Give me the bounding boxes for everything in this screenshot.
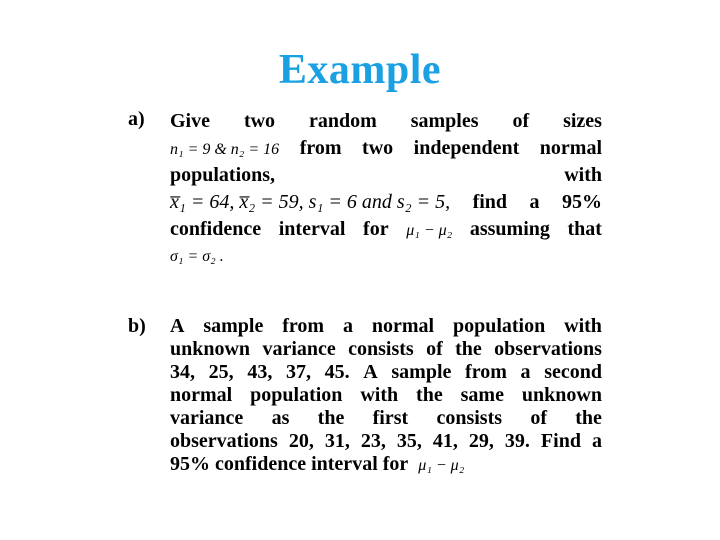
slide-title: Example <box>278 47 442 93</box>
text-word: find <box>472 191 508 213</box>
text-word: normal <box>371 315 435 337</box>
text-word: from <box>299 137 342 159</box>
text-word: unknown <box>170 338 251 360</box>
text-word: sample <box>203 315 264 337</box>
text-word: as <box>271 407 290 429</box>
mean-difference-formula-b: μ₁ − μ₂ <box>418 457 465 474</box>
text-word: second <box>544 361 602 383</box>
part-b-line-2 <box>170 338 602 361</box>
text-word: consists <box>436 407 503 429</box>
part-a-line-1 <box>170 108 602 135</box>
text-word: consists <box>348 338 414 360</box>
text-word: a <box>520 361 531 383</box>
part-b-line-1 <box>170 315 602 338</box>
text-word: a <box>591 430 602 452</box>
part-a-line-6 <box>170 243 602 270</box>
text-word: the <box>575 407 602 429</box>
text-word: first <box>372 407 409 429</box>
text-word: sizes <box>563 110 602 132</box>
part-b-line-4 <box>170 384 602 407</box>
part-b-text <box>170 315 602 476</box>
text-word: Give <box>170 110 210 132</box>
part-a-label: a) <box>128 108 145 130</box>
text-word: from <box>282 315 325 337</box>
mean-difference-formula: μ₁ − μ₂ <box>406 222 453 239</box>
text-word: 37, <box>285 361 311 383</box>
text-word: Find <box>540 430 581 452</box>
part-b-line-3 <box>170 361 602 384</box>
text-word: unknown <box>521 384 602 406</box>
text-word: samples <box>410 110 479 132</box>
text-word: population <box>452 315 546 337</box>
text-word: 35, <box>396 430 422 452</box>
sample-stats-formula: x̅₁ = 64, x̅₂ = 59, s₁ = 6 and s₂ = 5, <box>170 191 451 213</box>
text-word: 25, <box>208 361 234 383</box>
text-word: the <box>416 384 443 406</box>
text-word: that <box>567 218 602 240</box>
text-word: populations, <box>170 164 276 186</box>
text-word: from <box>465 361 507 383</box>
text-word: the <box>455 338 482 360</box>
text-word: 95% confidence interval for <box>170 453 409 475</box>
text-word: two <box>362 137 394 159</box>
text-word: confidence <box>170 218 262 240</box>
text-word: random <box>308 110 377 132</box>
text-word: assuming <box>469 218 550 240</box>
text-word: independent <box>413 137 520 159</box>
text-word: of <box>512 110 530 132</box>
text-word: with <box>360 384 399 406</box>
text-word: of <box>426 338 443 360</box>
text-word: normal <box>170 384 233 406</box>
text-word: 31, <box>324 430 350 452</box>
part-a-line-3 <box>170 162 602 189</box>
part-b-label: b) <box>128 315 146 337</box>
text-word: normal <box>539 137 602 159</box>
text-word: 43, <box>247 361 273 383</box>
part-b-line-6 <box>170 430 602 453</box>
part-a-text <box>170 108 602 270</box>
text-word: a <box>529 191 540 213</box>
text-word: observations <box>170 430 278 452</box>
text-word: 23, <box>360 430 386 452</box>
text-word: 34, <box>170 361 195 383</box>
part-a-line-5 <box>170 216 602 243</box>
text-word: 45. <box>324 361 350 383</box>
text-word: of <box>530 407 547 429</box>
text-word: sample <box>391 361 452 383</box>
text-word: variance <box>170 407 244 429</box>
text-word: 29, <box>468 430 494 452</box>
text-word: 95% <box>562 191 602 213</box>
equal-variance-formula: σ₁ = σ₂ . <box>170 248 224 265</box>
text-word: A <box>363 361 378 383</box>
text-word: same <box>460 384 504 406</box>
text-word: interval <box>278 218 346 240</box>
part-a-line-4 <box>170 189 602 216</box>
text-word: with <box>564 164 602 186</box>
text-word: a <box>342 315 353 337</box>
text-word: with <box>564 315 602 337</box>
text-word: the <box>317 407 345 429</box>
part-a-line-2 <box>170 135 602 162</box>
text-word: A <box>170 315 185 337</box>
text-word: variance <box>262 338 336 360</box>
text-word: 41, <box>432 430 458 452</box>
text-word: population <box>250 384 343 406</box>
sample-sizes-formula: n₁ = 9 & n₂ = 16 <box>170 141 280 158</box>
text-word: 39. <box>504 430 530 452</box>
text-word: 20, <box>288 430 314 452</box>
part-b-line-7 <box>170 453 602 476</box>
part-b-line-5 <box>170 407 602 430</box>
text-word: for <box>363 218 389 240</box>
text-word: two <box>243 110 276 132</box>
text-word: observations <box>494 338 602 360</box>
